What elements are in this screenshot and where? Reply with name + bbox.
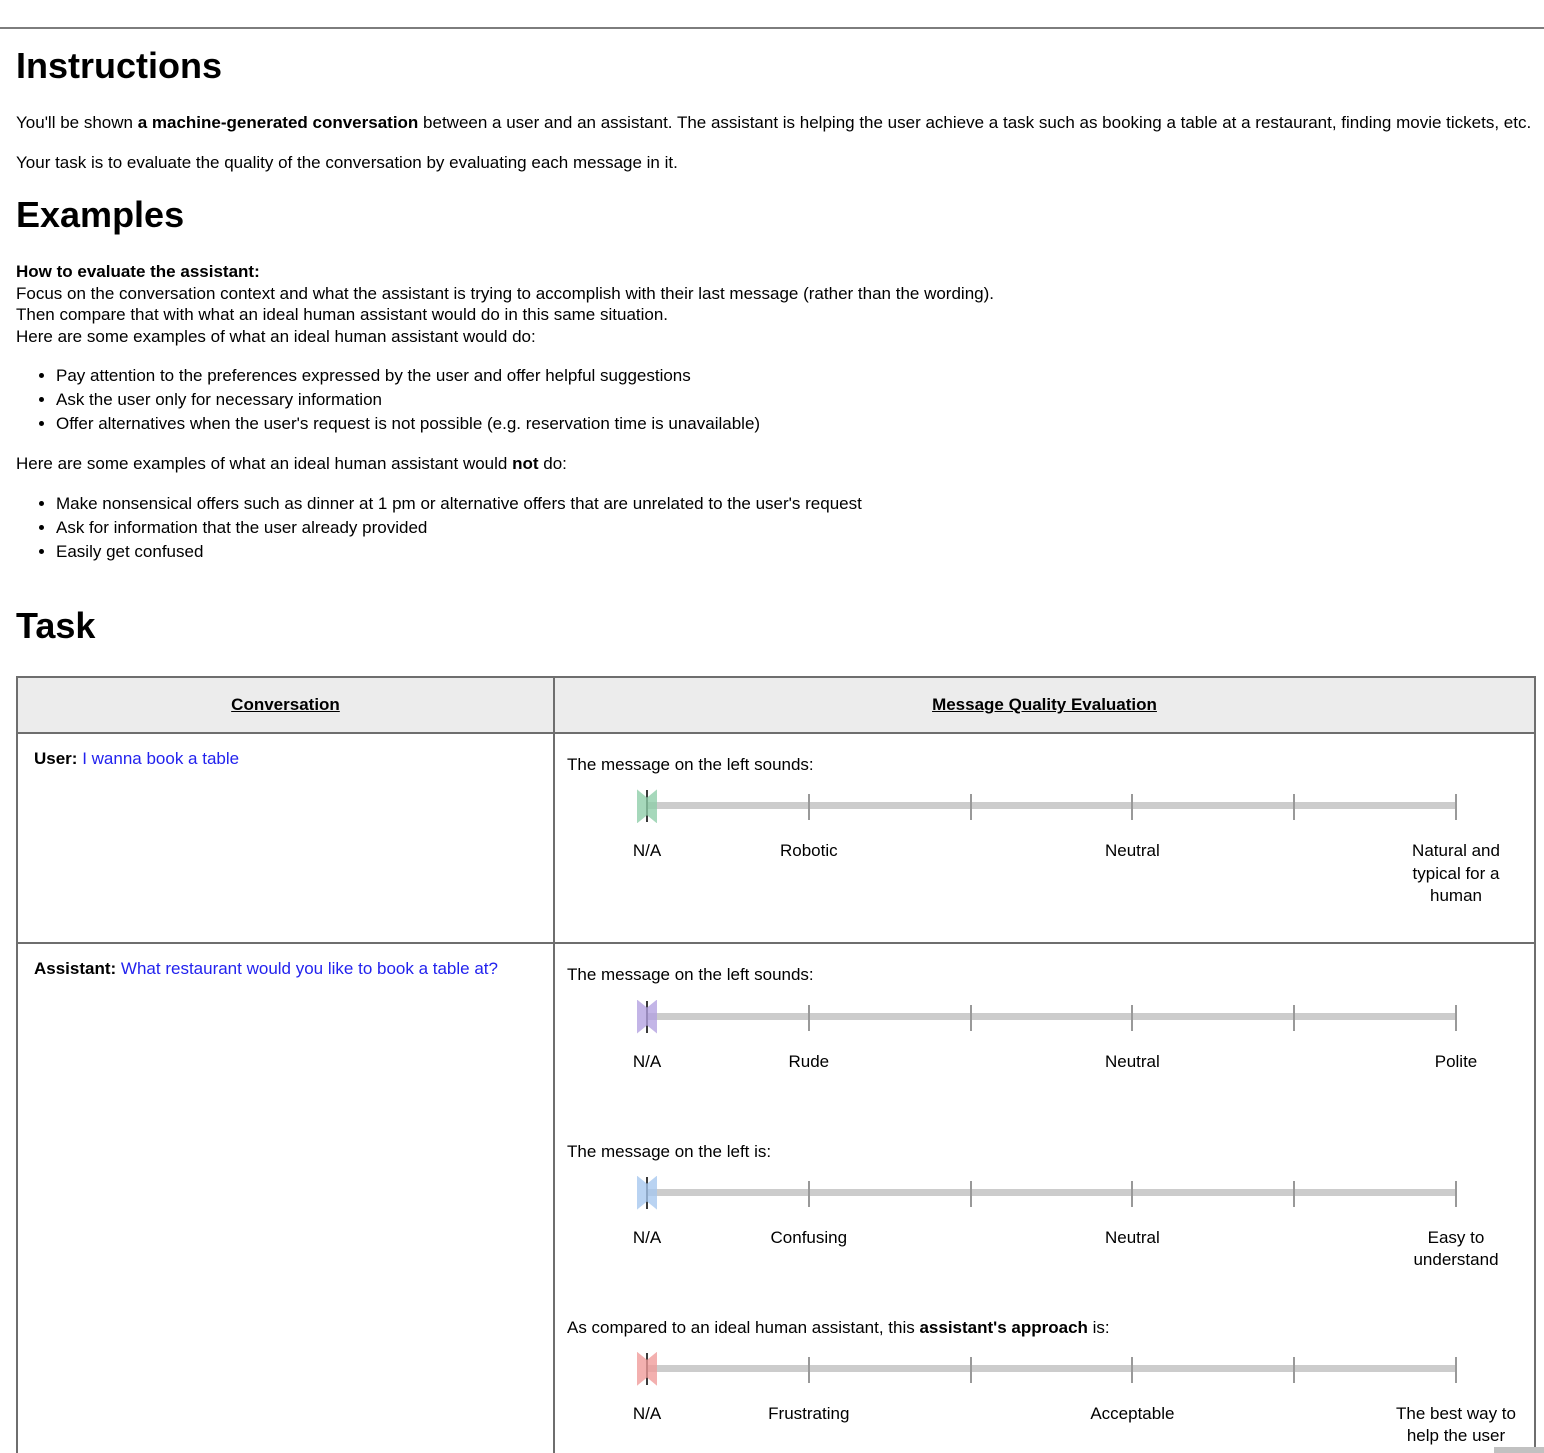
slider-tick (1455, 1005, 1457, 1031)
conversation-cell (17, 733, 554, 943)
assistant-message-text: What restaurant would you like to book a table at? (120, 959, 498, 979)
slider-tick (970, 1005, 972, 1031)
slider-tick (1131, 1357, 1133, 1383)
slider-prompt: The message on the left sounds: (567, 755, 814, 775)
rating-slider[interactable] (647, 997, 1456, 1037)
ideal-not-do-item: • Easily get confused (56, 541, 1536, 563)
slider-tick (808, 1181, 810, 1207)
slider-label-low: Confusing (770, 1227, 848, 1247)
slider-label-low: Robotic (779, 841, 838, 861)
slider-tick (970, 1357, 972, 1383)
slider-label-high: The best way to help the user (1395, 1403, 1516, 1445)
slider-label-na: N/A (632, 1403, 662, 1423)
top-divider (0, 27, 1544, 29)
ideal-not-do-intro: Here are some examples of what an ideal human assistant would not do: (16, 454, 567, 474)
slider-tick (1293, 1005, 1295, 1031)
slider-tick (1293, 794, 1295, 820)
page-content (0, 43, 1544, 1453)
slider-label-low: Frustrating (768, 1403, 850, 1423)
slider-label-high: Easy to understand (1413, 1227, 1499, 1269)
evaluation-table (16, 676, 1536, 1453)
slider-tick (1455, 1357, 1457, 1383)
slider-labels (632, 1227, 1499, 1287)
slider-tick (1131, 794, 1133, 820)
slider-label-high: Natural and typical for a human (1412, 841, 1500, 905)
rating-slider-group (567, 964, 1522, 1110)
speaker-label: User: (34, 749, 78, 769)
ideal-not-do-item: • Make nonsensical offers such as dinner at 1 pm or alternative offers that are unrelated to the user's request (56, 493, 1536, 515)
conversation-cell (17, 943, 554, 1453)
slider-tick (808, 1005, 810, 1031)
how-to-evaluate-block (16, 261, 1536, 348)
ideal-not-do-item: • Ask for information that the user already provided (56, 517, 1536, 539)
slider-tick (970, 794, 972, 820)
examples-title: Examples (16, 193, 185, 235)
slider-prompt: The message on the left sounds: (567, 965, 814, 985)
slider-label-mid: Acceptable (1090, 1403, 1175, 1423)
slider-tick (1131, 1181, 1133, 1207)
slider-labels (632, 1403, 1516, 1453)
evaluation-cell (554, 733, 1535, 943)
rating-slider-group (567, 1141, 1522, 1287)
rating-slider[interactable] (647, 1173, 1456, 1213)
how-to-line-3: Here are some examples of what an ideal human assistant would do: (16, 327, 536, 347)
conversation-column-header: Conversation (17, 677, 554, 733)
slider-tick (1455, 1181, 1457, 1207)
task-title: Task (16, 605, 96, 647)
table-header-row (17, 677, 1535, 733)
ideal-not-do-list (16, 493, 1536, 563)
slider-track (647, 1189, 1456, 1196)
speaker-label: Assistant: (34, 959, 117, 979)
how-to-evaluate-heading: How to evaluate the assistant: (16, 261, 260, 281)
slider-track (647, 1013, 1456, 1020)
ideal-do-item: • Ask the user only for necessary information (56, 389, 1536, 411)
slider-labels (632, 840, 1500, 905)
rating-slider[interactable] (647, 1349, 1456, 1389)
how-to-line-1: Focus on the conversation context and what the assistant is trying to accomplish with their last message (rather than the wording). (16, 283, 994, 303)
evaluation-cell (554, 943, 1535, 1453)
slider-label-mid: Neutral (1104, 1051, 1160, 1071)
slider-prompt: The message on the left is: (567, 1141, 772, 1161)
ideal-do-list (16, 365, 1536, 435)
rating-slider[interactable] (647, 786, 1456, 826)
instructions-paragraph-2: Your task is to evaluate the quality of the conversation by evaluating each message in it. (16, 152, 678, 172)
user-message-text: I wanna book a table (82, 749, 240, 769)
slider-tick (1131, 1005, 1133, 1031)
instructions-paragraph-1: You'll be shown a machine-generated conversation between a user and an assistant. The assistant is helping the user achieve a task such as booking a table at a restaurant, finding movie tickets, etc. (16, 112, 1532, 132)
horizontal-scrollbar-thumb[interactable] (1494, 1447, 1544, 1453)
ideal-do-item: • Pay attention to the preferences expressed by the user and offer helpful suggestions (56, 365, 1536, 387)
evaluation-column-header: Message Quality Evaluation (554, 677, 1535, 733)
slider-tick (808, 1357, 810, 1383)
slider-label-na: N/A (632, 841, 662, 861)
slider-prompt: As compared to an ideal human assistant, this assistant's approach is: (567, 1317, 1110, 1337)
slider-label-mid: Neutral (1104, 841, 1160, 861)
slider-track (647, 802, 1456, 809)
how-to-line-2: Then compare that with what an ideal human assistant would do in this same situation. (16, 305, 669, 325)
slider-tick (970, 1181, 972, 1207)
rating-slider-group (567, 754, 1522, 905)
rating-slider-group (567, 1317, 1522, 1453)
slider-labels (632, 1051, 1478, 1111)
instructions-title: Instructions (16, 45, 223, 86)
slider-track (647, 1365, 1456, 1372)
slider-tick (1455, 794, 1457, 820)
ideal-do-item: • Offer alternatives when the user's request is not possible (e.g. reservation time is unavailable) (56, 413, 1536, 435)
slider-tick (808, 794, 810, 820)
slider-label-na: N/A (632, 1051, 662, 1071)
slider-label-na: N/A (632, 1227, 662, 1247)
slider-tick (1293, 1357, 1295, 1383)
table-row (17, 943, 1535, 1453)
slider-label-low: Rude (788, 1051, 830, 1071)
slider-label-high: Polite (1434, 1051, 1478, 1071)
slider-label-mid: Neutral (1104, 1227, 1160, 1247)
table-row (17, 733, 1535, 943)
slider-tick (1293, 1181, 1295, 1207)
